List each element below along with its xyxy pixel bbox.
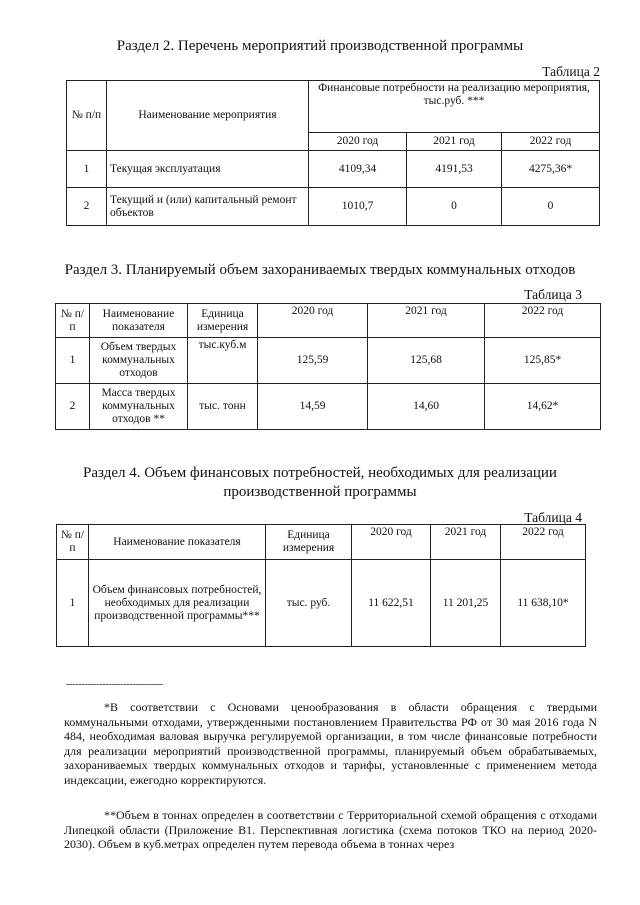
table-2-caption: Таблица 2 [542,64,600,79]
footnote-1: *В соответствии с Основами ценообразования в области обращения с твердыми коммунальными отходами, утвержденными постановлением Правительства РФ от 30 мая 2016 года N 484, необходимая валовая выручка регулируемой организации, в том числе финансовые потребности для реализации мероприятий производственной программы, планируемый объем обрабатываемых, захораниваемых твердых коммунальных отходов и тарифы, установленные с применением метода индексации, ежегодно корректируются. [64,700,597,787]
row-name: Объем финансовых потребностей, необходимых для реализации производственной программы*** [89,560,266,647]
table-2-header-year: 2020 год [309,133,407,151]
row-value-2021: 14,60 [368,384,485,430]
row-num: 1 [67,151,107,188]
row-num: 1 [57,560,89,647]
row-num: 2 [67,188,107,226]
table-3-header-unit: Единица измерения [188,304,258,338]
footnote-separator: -------------------------------- [66,679,163,690]
table-4 [56,524,586,647]
section-2-heading: Раздел 2. Перечень мероприятий производственной программы [116,38,524,54]
table-row [67,188,600,226]
table-4-header-year: 2020 год [352,525,431,560]
table-2-header-name: Наименование мероприятия [107,81,309,151]
table-3-header-num: № п/п [56,304,90,338]
row-value-2020: 125,59 [258,338,368,384]
table-4-header-unit: Единица измерения [266,525,352,560]
row-value-2022: 0 [502,188,600,226]
row-value-2021: 125,68 [368,338,485,384]
table-2-header-num: № п/п [67,81,107,151]
row-unit: тыс.куб.м [188,338,258,384]
row-value-2020: 1010,7 [309,188,407,226]
table-row [57,560,586,647]
section-4-heading-line1: Раздел 4. Объем финансовых потребностей, необходимых для реализации [83,465,557,481]
row-value-2022: 11 638,10* [501,560,586,647]
table-row [56,384,601,430]
row-value-2020: 4109,34 [309,151,407,188]
section-4-heading-line2: производственной программы [223,484,417,500]
table-3-caption: Таблица 3 [524,287,582,302]
table-2-header-year: 2022 год [502,133,600,151]
row-value-2021: 4191,53 [407,151,502,188]
table-3-header-year: 2021 год [368,304,485,338]
table-4-header-year: 2022 год [501,525,586,560]
table-4-header-num: № п/п [57,525,89,560]
table-4-caption: Таблица 4 [524,510,582,525]
row-name: Текущий и (или) капитальный ремонт объектов [107,188,309,226]
row-name: Масса твердых коммунальных отходов ** [90,384,188,430]
row-value-2022: 4275,36* [502,151,600,188]
table-4-header-name: Наименование показателя [89,525,266,560]
row-num: 2 [56,384,90,430]
table-3-header-name: Наименование показателя [90,304,188,338]
row-value-2021: 0 [407,188,502,226]
table-3-header-year: 2020 год [258,304,368,338]
row-unit: тыс. тонн [188,384,258,430]
row-unit: тыс. руб. [266,560,352,647]
row-num: 1 [56,338,90,384]
row-value-2022: 125,85* [485,338,601,384]
table-2-header-fin: Финансовые потребности на реализацию мероприятия, тыс.руб. *** [309,81,600,133]
table-4-header-year: 2021 год [431,525,501,560]
table-row [56,338,601,384]
row-value-2021: 11 201,25 [431,560,501,647]
row-name: Объем твердых коммунальных отходов [90,338,188,384]
row-value-2020: 14,59 [258,384,368,430]
section-3-heading: Раздел 3. Планируемый объем захораниваемых твердых коммунальных отходов [64,262,576,278]
row-value-2020: 11 622,51 [352,560,431,647]
row-value-2022: 14,62* [485,384,601,430]
table-3-header-year: 2022 год [485,304,601,338]
table-2 [66,80,600,226]
row-name: Текущая эксплуатация [107,151,309,188]
table-2-header-year: 2021 год [407,133,502,151]
footnote-2: **Объем в тоннах определен в соответствии с Территориальной схемой обращения с отходами Липецкой области (Приложение В1. Перспективная логистика (схема потоков ТКО на период 2020-2030). Объем в куб.метрах определен путем перевода объема в тоннах через [64,808,597,852]
table-row [67,151,600,188]
table-3 [55,303,601,430]
